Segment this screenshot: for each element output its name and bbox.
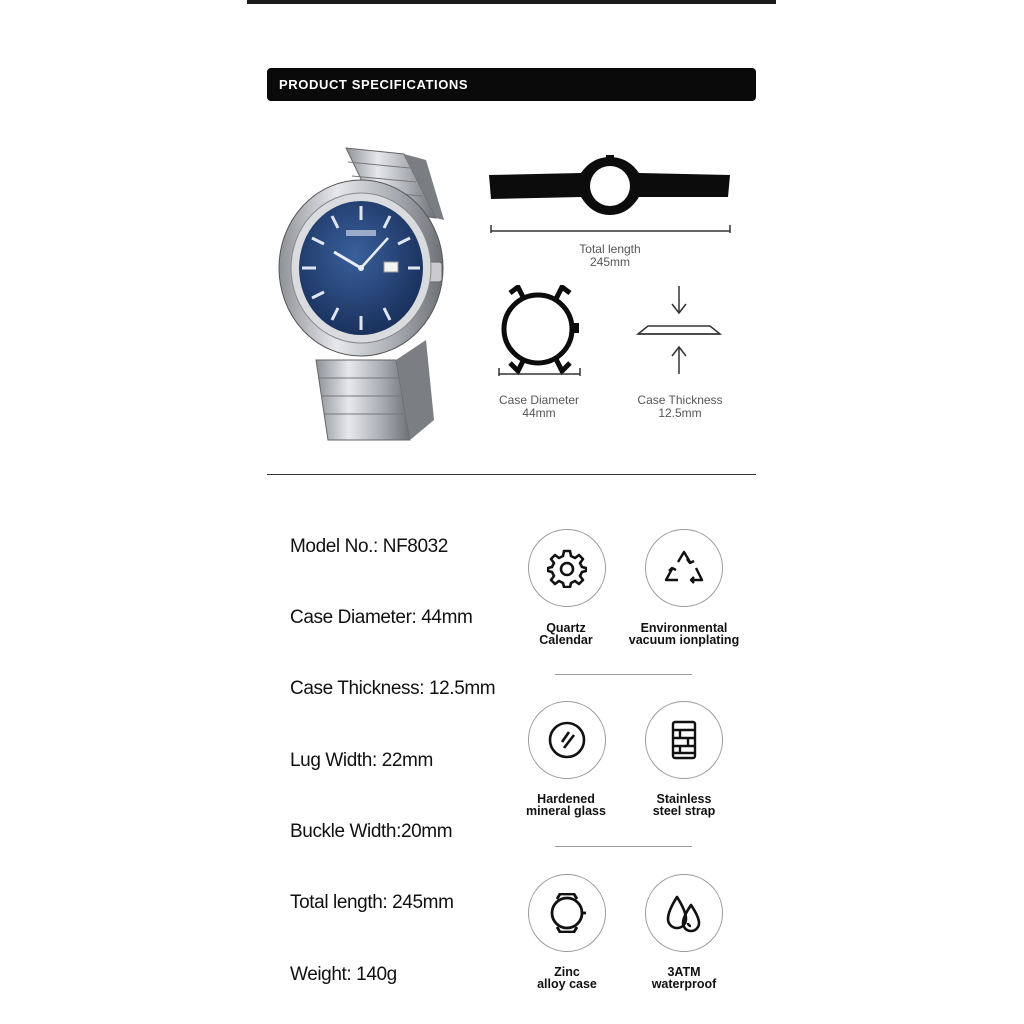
gear-icon	[547, 548, 587, 588]
case-diameter-caption	[479, 394, 599, 420]
water-drops-icon	[664, 893, 704, 933]
case-diameter-diagram	[494, 285, 586, 377]
feature-label-ionplating	[614, 622, 754, 646]
feature-label-line: alloy case	[537, 977, 597, 991]
feature-label-line: Zinc	[554, 965, 580, 979]
feature-quartz-calendar	[528, 529, 606, 607]
spec-total-length: Total length: 245mm	[290, 892, 454, 913]
feature-label-line: Environmental	[640, 621, 728, 635]
case-diameter-value: 44mm	[522, 406, 556, 420]
feature-label-line: steel strap	[652, 804, 716, 818]
feature-mineral-glass	[528, 701, 606, 779]
spec-buckle-width: Buckle Width:20mm	[290, 821, 453, 842]
recycle-icon	[664, 548, 704, 588]
feature-label-line: vacuum ionplating	[628, 633, 740, 647]
case-thickness-caption	[620, 394, 740, 420]
section-header	[267, 68, 756, 101]
watch-case-icon	[547, 893, 587, 933]
spec-case-thickness: Case Thickness: 12.5mm	[290, 678, 496, 699]
case-thickness-diagram	[634, 284, 724, 378]
case-thickness-value: 12.5mm	[658, 406, 702, 420]
feature-ionplating	[645, 529, 723, 607]
feature-label-strap	[614, 793, 754, 817]
section-title: PRODUCT SPECIFICATIONS	[279, 77, 469, 92]
feature-label-waterproof	[614, 966, 754, 990]
total-length-value: 245mm	[589, 255, 630, 269]
total-length-caption	[550, 243, 670, 269]
total-length-label: Total length	[579, 242, 641, 256]
case-diameter-label: Case Diameter	[498, 393, 580, 407]
feature-label-line: mineral glass	[526, 804, 606, 818]
feature-label-line: waterproof	[651, 977, 717, 991]
spec-lug-width: Lug Width: 22mm	[290, 750, 433, 771]
feature-label-line: Hardened	[537, 792, 595, 806]
feature-label-line: Calendar	[539, 633, 593, 647]
case-thickness-label: Case Thickness	[637, 393, 723, 407]
spec-weight: Weight: 140g	[290, 964, 397, 985]
top-border	[247, 0, 776, 4]
section-divider	[267, 474, 756, 475]
feature-separator	[555, 674, 692, 675]
feature-zinc-case	[528, 874, 606, 952]
feature-waterproof	[645, 874, 723, 952]
feature-label-line: Stainless	[656, 792, 712, 806]
feature-label-line: 3ATM	[667, 965, 701, 979]
watch-product-image	[276, 140, 456, 450]
steel-strap-icon	[664, 720, 704, 760]
feature-label-line: Quartz	[546, 621, 586, 635]
spec-case-diameter: Case Diameter: 44mm	[290, 607, 473, 628]
glass-icon	[547, 720, 587, 760]
spec-model-no: Model No.: NF8032	[290, 536, 448, 557]
strap-length-diagram	[486, 155, 734, 237]
feature-steel-strap	[645, 701, 723, 779]
feature-separator	[555, 846, 692, 847]
